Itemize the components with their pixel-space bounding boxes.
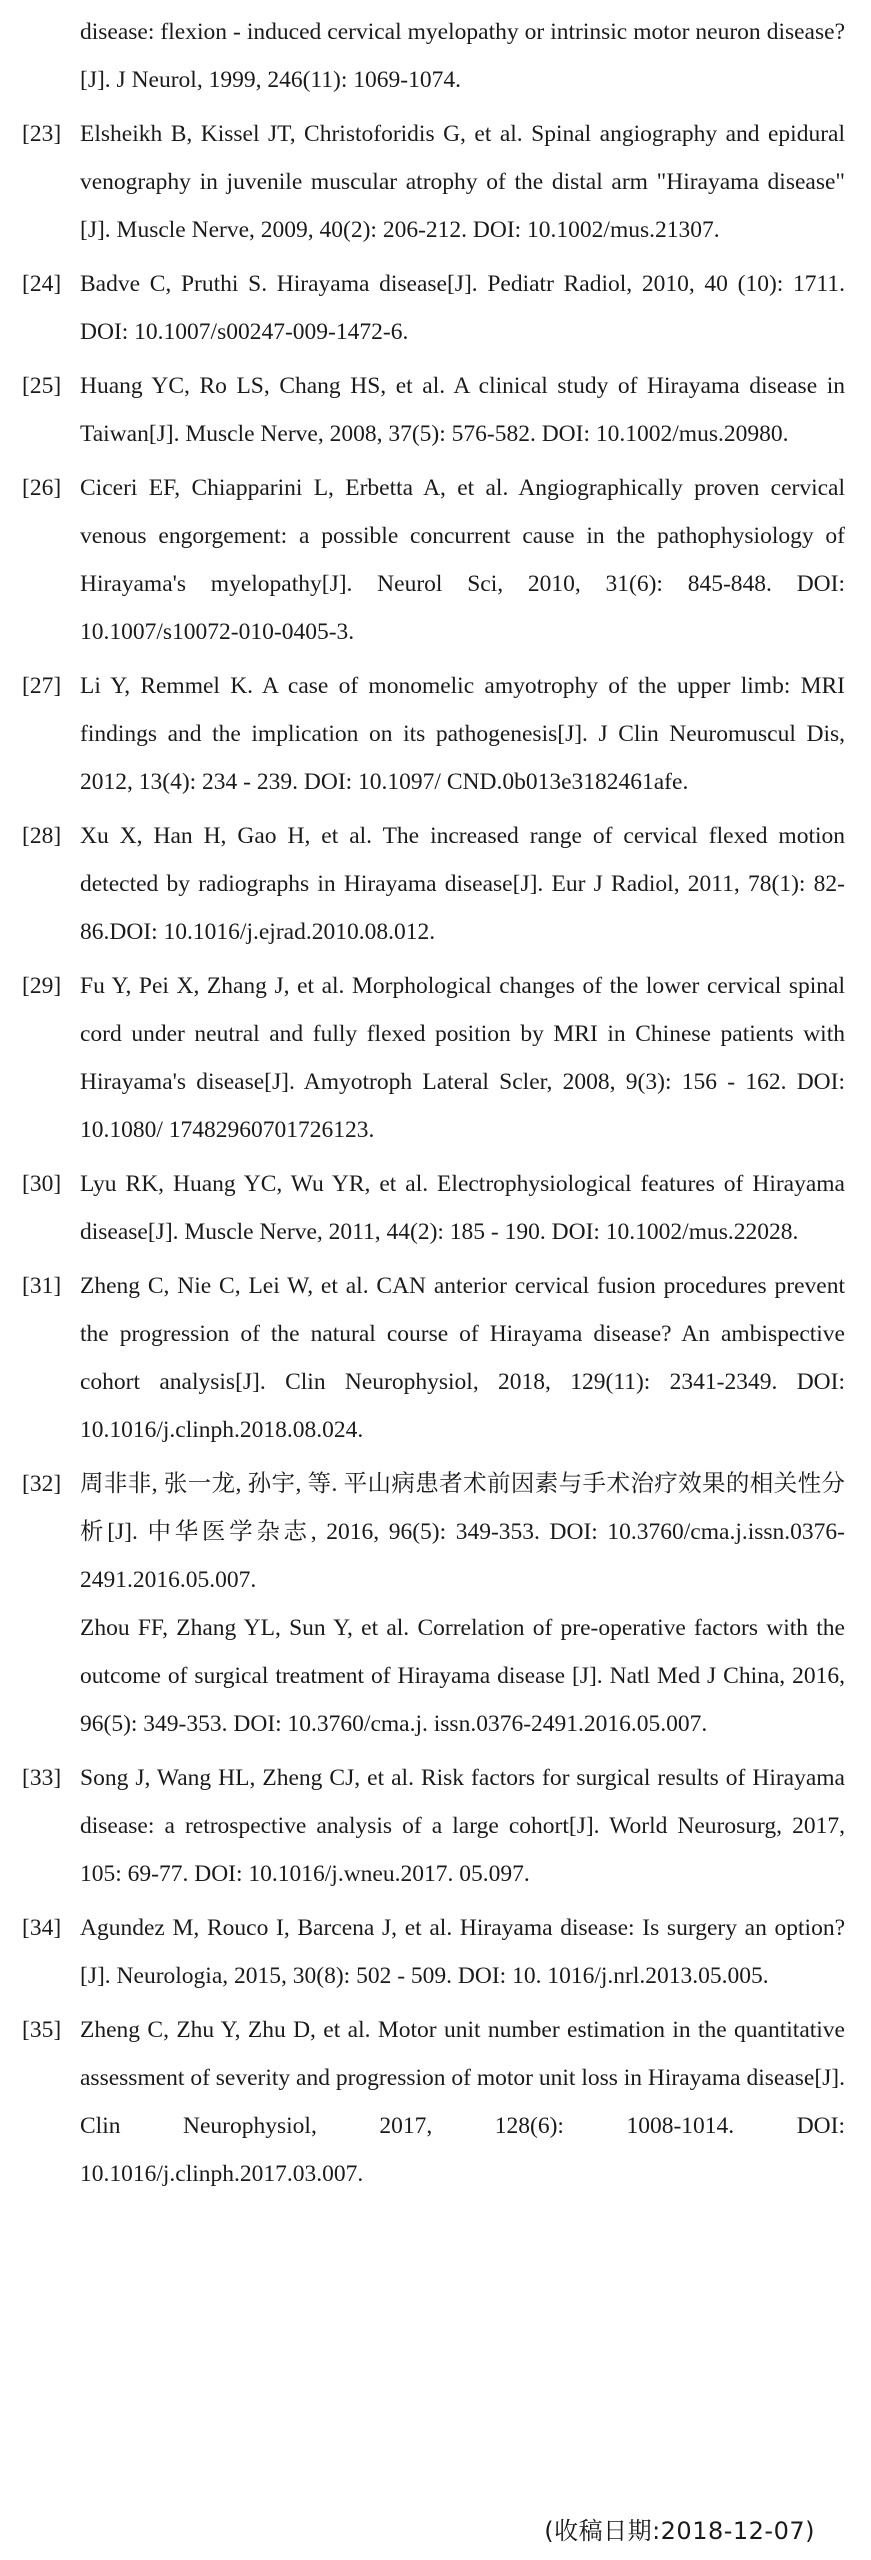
reference-number: [26]	[22, 475, 62, 501]
reference-number: [28]	[22, 823, 62, 849]
reference-text: Li Y, Remmel K. A case of monomelic amyotrophy of the upper limb: MRI findings and the implication on its pathogenesis[J]. J Clin Neuromuscul Dis, 2012, 13(4): 234 - 239. DOI: 10.1097/ CND.0b013e3182461afe.	[80, 673, 845, 795]
reference-number: [33]	[22, 1765, 62, 1791]
reference-number: [31]	[22, 1273, 62, 1299]
reference-item-34	[22, 1904, 845, 2000]
reference-number: [25]	[22, 373, 62, 399]
reference-text: Lyu RK, Huang YC, Wu YR, et al. Electrophysiological features of Hirayama disease[J]. Muscle Nerve, 2011, 44(2): 185 - 190. DOI: 10.1002/mus.22028.	[80, 1171, 845, 1245]
reference-item-30	[22, 1160, 845, 1256]
reference-item-33	[22, 1754, 845, 1898]
reference-item-27	[22, 662, 845, 806]
reference-text: Fu Y, Pei X, Zhang J, et al. Morphological changes of the lower cervical spinal cord under neutral and fully flexed position by MRI in Chinese patients with Hirayama's disease[J]. Amyotroph Lateral Scler, 2008, 9(3): 156 - 162. DOI: 10.1080/ 17482960701726123.	[80, 973, 845, 1143]
reference-text: Zheng C, Nie C, Lei W, et al. CAN anterior cervical fusion procedures prevent the progression of the natural course of Hirayama disease? An ambispective cohort analysis[J]. Clin Neurophysiol, 2018, 129(11): 2341-2349. DOI: 10.1016/j.clinph.2018.08.024.	[80, 1273, 845, 1443]
reference-item-24	[22, 260, 845, 356]
received-date: (收稿日期:2018-12-07)	[544, 2517, 815, 2545]
reference-number: [23]	[22, 121, 62, 147]
reference-item-26	[22, 464, 845, 656]
reference-text: Zheng C, Zhu Y, Zhu D, et al. Motor unit number estimation in the quantitative assessment of severity and progression of motor unit loss in Hirayama disease[J]. Clin Neurophysiol, 2017, 128(6): 1008-1014. DOI: 10.1016/j.clinph.2017.03.007.	[80, 2017, 845, 2187]
reference-text: disease: flexion - induced cervical myelopathy or intrinsic motor neuron disease?[J]. J Neurol, 1999, 246(11): 1069-1074.	[80, 19, 845, 93]
reference-number: [30]	[22, 1171, 62, 1197]
reference-text-chinese: 周非非, 张一龙, 孙宇, 等. 平山病患者术前因素与手术治疗效果的相关性分析[J]. 中华医学杂志, 2016, 96(5): 349-353. DOI: 10.3760/cma.j.issn.0376-2491.2016.05.007.	[80, 1471, 845, 1593]
reference-list	[22, 8, 845, 2198]
reference-text: Song J, Wang HL, Zheng CJ, et al. Risk factors for surgical results of Hirayama disease: a retrospective analysis of a large cohort[J]. World Neurosurg, 2017, 105: 69-77. DOI: 10.1016/j.wneu.2017. 05.097.	[80, 1765, 845, 1887]
reference-continuation	[22, 8, 845, 104]
reference-text: Badve C, Pruthi S. Hirayama disease[J]. Pediatr Radiol, 2010, 40 (10): 1711. DOI: 10.1007/s00247-009-1472-6.	[80, 271, 845, 345]
reference-item-28	[22, 812, 845, 956]
reference-number: [34]	[22, 1915, 62, 1941]
reference-item-23	[22, 110, 845, 254]
reference-text: Ciceri EF, Chiapparini L, Erbetta A, et al. Angiographically proven cervical venous engorgement: a possible concurrent cause in the pathophysiology of Hirayama's myelopathy[J]. Neurol Sci, 2010, 31(6): 845-848. DOI: 10.1007/s10072-010-0405-3.	[80, 475, 845, 645]
reference-item-29	[22, 962, 845, 1154]
reference-number: [24]	[22, 271, 62, 297]
reference-text: Elsheikh B, Kissel JT, Christoforidis G, et al. Spinal angiography and epidural venography in juvenile muscular atrophy of the distal arm "Hirayama disease"[J]. Muscle Nerve, 2009, 40(2): 206-212. DOI: 10.1002/mus.21307.	[80, 121, 845, 243]
reference-item-35	[22, 2006, 845, 2198]
reference-text-english: Zhou FF, Zhang YL, Sun Y, et al. Correlation of pre-operative factors with the outcome of surgical treatment of Hirayama disease [J]. Natl Med J China, 2016, 96(5): 349-353. DOI: 10.3760/cma.j. issn.0376-2491.2016.05.007.	[80, 1615, 845, 1737]
reference-text: Agundez M, Rouco I, Barcena J, et al. Hirayama disease: Is surgery an option?[J]. Neurologia, 2015, 30(8): 502 - 509. DOI: 10. 1016/j.nrl.2013.05.005.	[80, 1915, 845, 1989]
reference-number: [32]	[22, 1471, 62, 1497]
reference-number: [27]	[22, 673, 62, 699]
reference-text: Xu X, Han H, Gao H, et al. The increased range of cervical flexed motion detected by radiographs in Hirayama disease[J]. Eur J Radiol, 2011, 78(1): 82-86.DOI: 10.1016/j.ejrad.2010.08.012.	[80, 823, 845, 945]
reference-number: [35]	[22, 2017, 62, 2043]
reference-number: [29]	[22, 973, 62, 999]
reference-item-25	[22, 362, 845, 458]
reference-item-31	[22, 1262, 845, 1454]
reference-item-32	[22, 1460, 845, 1748]
reference-text: Huang YC, Ro LS, Chang HS, et al. A clinical study of Hirayama disease in Taiwan[J]. Muscle Nerve, 2008, 37(5): 576-582. DOI: 10.1002/mus.20980.	[80, 373, 845, 447]
